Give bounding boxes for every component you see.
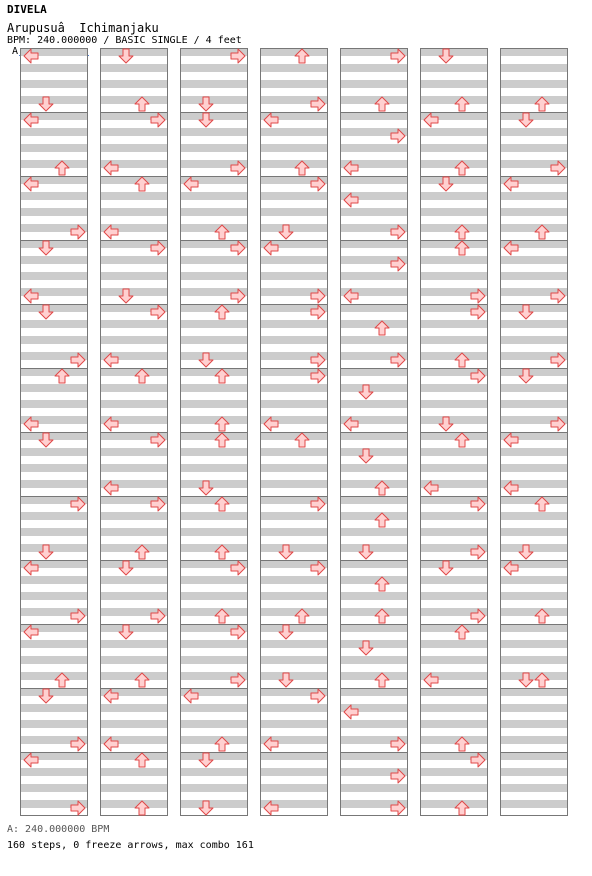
beat-stripe	[260, 224, 328, 232]
beat-stripe	[180, 256, 248, 264]
beat-stripe	[20, 160, 88, 168]
beat-stripe	[260, 64, 328, 72]
beat-stripe	[500, 672, 568, 680]
beat-stripe	[260, 576, 328, 584]
beat-stripe	[20, 144, 88, 152]
beat-stripe	[500, 544, 568, 552]
beat-stripe	[420, 336, 488, 344]
beat-stripe	[260, 208, 328, 216]
beat-stripe	[180, 192, 248, 200]
chart-column	[180, 48, 248, 816]
beat-stripe	[420, 688, 488, 696]
beat-stripe	[340, 656, 408, 664]
beat-stripe	[20, 480, 88, 488]
beat-stripe	[100, 560, 168, 568]
beat-stripe	[180, 608, 248, 616]
beat-stripe	[340, 208, 408, 216]
beat-stripe	[340, 544, 408, 552]
beat-stripe	[180, 112, 248, 120]
beat-stripe	[260, 384, 328, 392]
beat-stripe	[500, 128, 568, 136]
beat-stripe	[500, 592, 568, 600]
beat-stripe	[500, 640, 568, 648]
beat-stripe	[340, 688, 408, 696]
beat-stripe	[180, 64, 248, 72]
beat-stripe	[20, 320, 88, 328]
beat-stripe	[20, 544, 88, 552]
beat-stripe	[180, 272, 248, 280]
step-stats: 160 steps, 0 freeze arrows, max combo 161	[7, 840, 254, 851]
beat-stripe	[20, 368, 88, 376]
beat-stripe	[500, 448, 568, 456]
beat-stripe	[100, 80, 168, 88]
beat-stripe	[180, 512, 248, 520]
beat-stripe	[420, 48, 488, 56]
beat-stripe	[100, 208, 168, 216]
beat-stripe	[340, 272, 408, 280]
beat-stripe	[260, 784, 328, 792]
beat-stripe	[100, 784, 168, 792]
beat-stripe	[420, 784, 488, 792]
beat-stripe	[500, 368, 568, 376]
beat-stripe	[20, 400, 88, 408]
beat-stripe	[420, 272, 488, 280]
beat-stripe	[20, 672, 88, 680]
beat-stripe	[500, 656, 568, 664]
beat-stripe	[340, 576, 408, 584]
beat-stripe	[100, 800, 168, 808]
beat-stripe	[100, 256, 168, 264]
beat-stripe	[180, 416, 248, 424]
beat-stripe	[100, 288, 168, 296]
beat-stripe	[20, 80, 88, 88]
beat-stripe	[500, 304, 568, 312]
beat-stripe	[420, 432, 488, 440]
beat-stripe	[180, 400, 248, 408]
beat-stripe	[100, 64, 168, 72]
beat-stripe	[180, 784, 248, 792]
beat-stripe	[100, 576, 168, 584]
beat-stripe	[340, 464, 408, 472]
beat-stripe	[500, 96, 568, 104]
beat-stripe	[20, 576, 88, 584]
beat-stripe	[260, 480, 328, 488]
beat-stripe	[340, 80, 408, 88]
beat-stripe	[500, 752, 568, 760]
beat-stripe	[500, 720, 568, 728]
beat-stripe	[260, 640, 328, 648]
beat-stripe	[20, 336, 88, 344]
beat-stripe	[180, 800, 248, 808]
beat-stripe	[180, 448, 248, 456]
beat-stripe	[100, 464, 168, 472]
beat-stripe	[500, 272, 568, 280]
beat-stripe	[420, 768, 488, 776]
beat-stripe	[180, 128, 248, 136]
beat-stripe	[100, 176, 168, 184]
bpm-marker-letter: A	[12, 46, 19, 57]
beat-stripe	[100, 768, 168, 776]
beat-stripe	[180, 224, 248, 232]
beat-stripe	[260, 528, 328, 536]
beat-stripe	[420, 384, 488, 392]
beat-stripe	[340, 176, 408, 184]
beat-stripe	[260, 48, 328, 56]
beat-stripe	[20, 432, 88, 440]
beat-stripe	[260, 336, 328, 344]
beat-stripe	[340, 448, 408, 456]
beat-stripe	[20, 240, 88, 248]
beat-stripe	[500, 784, 568, 792]
beat-stripe	[500, 768, 568, 776]
beat-stripe	[20, 784, 88, 792]
beat-stripe	[420, 176, 488, 184]
beat-stripe	[100, 272, 168, 280]
beat-stripe	[20, 304, 88, 312]
beat-stripe	[180, 384, 248, 392]
beat-stripe	[260, 256, 328, 264]
beat-stripe	[500, 80, 568, 88]
beat-stripe	[500, 64, 568, 72]
beat-stripe	[420, 720, 488, 728]
beat-stripe	[100, 752, 168, 760]
beat-stripe	[420, 80, 488, 88]
beat-stripe	[180, 736, 248, 744]
beat-stripe	[180, 592, 248, 600]
beat-stripe	[100, 336, 168, 344]
beat-stripe	[20, 448, 88, 456]
beat-stripe	[100, 656, 168, 664]
beat-stripe	[340, 512, 408, 520]
beat-stripe	[180, 304, 248, 312]
beat-stripe	[340, 496, 408, 504]
beat-stripe	[20, 656, 88, 664]
beat-stripe	[100, 448, 168, 456]
beat-stripe	[260, 192, 328, 200]
beat-stripe	[420, 464, 488, 472]
beat-stripe	[420, 736, 488, 744]
beat-stripe	[340, 624, 408, 632]
beat-stripe	[420, 592, 488, 600]
beat-stripe	[500, 704, 568, 712]
beat-stripe	[500, 224, 568, 232]
beat-stripe	[340, 64, 408, 72]
beat-stripe	[100, 720, 168, 728]
beat-stripe	[180, 720, 248, 728]
beat-stripe	[500, 144, 568, 152]
beat-stripe	[500, 384, 568, 392]
beat-stripe	[340, 432, 408, 440]
beat-stripe	[100, 640, 168, 648]
chart-column	[500, 48, 568, 816]
chart-column	[100, 48, 168, 816]
beat-stripe	[420, 160, 488, 168]
beat-stripe	[20, 96, 88, 104]
beat-stripe	[260, 80, 328, 88]
beat-stripe	[500, 736, 568, 744]
beat-stripe	[340, 608, 408, 616]
beat-stripe	[20, 192, 88, 200]
beat-stripe	[100, 512, 168, 520]
beat-stripe	[100, 128, 168, 136]
beat-stripe	[260, 656, 328, 664]
beat-stripe	[420, 640, 488, 648]
beat-stripe	[420, 224, 488, 232]
beat-stripe	[180, 640, 248, 648]
beat-stripe	[340, 784, 408, 792]
beat-stripe	[180, 768, 248, 776]
beat-stripe	[500, 464, 568, 472]
beat-stripe	[100, 144, 168, 152]
beat-stripe	[340, 240, 408, 248]
beat-stripe	[180, 208, 248, 216]
beat-stripe	[260, 704, 328, 712]
beat-stripe	[500, 528, 568, 536]
beat-stripe	[500, 336, 568, 344]
beat-stripe	[340, 592, 408, 600]
beat-stripe	[420, 256, 488, 264]
beat-stripe	[20, 384, 88, 392]
beat-stripe	[500, 320, 568, 328]
beat-stripe	[180, 528, 248, 536]
beat-stripe	[420, 576, 488, 584]
beat-stripe	[20, 688, 88, 696]
beat-stripe	[180, 80, 248, 88]
beat-stripe	[420, 528, 488, 536]
beat-stripe	[100, 384, 168, 392]
beat-stripe	[100, 544, 168, 552]
beat-stripe	[340, 720, 408, 728]
beat-stripe	[180, 320, 248, 328]
beat-stripe	[500, 400, 568, 408]
beat-stripe	[260, 752, 328, 760]
beat-stripe	[500, 624, 568, 632]
beat-stripe	[20, 720, 88, 728]
beat-stripe	[420, 240, 488, 248]
beat-stripe	[20, 128, 88, 136]
beat-stripe	[260, 608, 328, 616]
beat-stripe	[180, 656, 248, 664]
beat-stripe	[100, 528, 168, 536]
beat-stripe	[20, 64, 88, 72]
beat-stripe	[100, 400, 168, 408]
beat-stripe	[100, 320, 168, 328]
beat-stripe	[180, 480, 248, 488]
beat-stripe	[420, 656, 488, 664]
beat-stripe	[420, 624, 488, 632]
beat-stripe	[340, 528, 408, 536]
beat-stripe	[180, 96, 248, 104]
beat-stripe	[340, 752, 408, 760]
beat-stripe	[180, 432, 248, 440]
beat-stripe	[20, 640, 88, 648]
beat-stripe	[420, 96, 488, 104]
beat-stripe	[180, 144, 248, 152]
beat-stripe	[500, 576, 568, 584]
beat-stripe	[260, 512, 328, 520]
beat-stripe	[420, 128, 488, 136]
beat-stripe	[420, 448, 488, 456]
beat-stripe	[260, 160, 328, 168]
beat-stripe	[500, 800, 568, 808]
beat-stripe	[180, 704, 248, 712]
beat-stripe	[420, 64, 488, 72]
beat-stripe	[260, 720, 328, 728]
beat-stripe	[420, 352, 488, 360]
beat-stripe	[420, 560, 488, 568]
chart-column	[340, 48, 408, 816]
beat-stripe	[260, 768, 328, 776]
beat-stripe	[260, 464, 328, 472]
beat-stripe	[340, 144, 408, 152]
beat-stripe	[420, 416, 488, 424]
beat-stripe	[420, 320, 488, 328]
beat-stripe	[500, 512, 568, 520]
beat-stripe	[20, 768, 88, 776]
beat-stripe	[500, 688, 568, 696]
beat-stripe	[180, 464, 248, 472]
beat-stripe	[100, 624, 168, 632]
beat-stripe	[260, 592, 328, 600]
beat-stripe	[420, 512, 488, 520]
beat-stripe	[340, 560, 408, 568]
beat-stripe	[340, 320, 408, 328]
beat-stripe	[100, 96, 168, 104]
beat-stripe	[100, 192, 168, 200]
beat-stripe	[260, 320, 328, 328]
beat-stripe	[260, 448, 328, 456]
beat-stripe	[500, 48, 568, 56]
beat-stripe	[180, 336, 248, 344]
beat-stripe	[180, 368, 248, 376]
beat-stripe	[340, 672, 408, 680]
beat-stripe	[180, 544, 248, 552]
beat-stripe	[20, 464, 88, 472]
beat-stripe	[420, 208, 488, 216]
beat-stripe	[420, 800, 488, 808]
bpm-summary: A: 240.000000 BPM	[7, 824, 110, 835]
beat-stripe	[500, 208, 568, 216]
chart-meta: BPM: 240.000000 / BASIC SINGLE / 4 feet	[7, 35, 242, 46]
beat-stripe	[340, 368, 408, 376]
beat-stripe	[100, 368, 168, 376]
site-title: DIVELA	[7, 3, 47, 16]
beat-stripe	[340, 400, 408, 408]
beat-stripe	[340, 336, 408, 344]
beat-stripe	[20, 272, 88, 280]
beat-stripe	[340, 96, 408, 104]
beat-stripe	[500, 608, 568, 616]
chart-column	[420, 48, 488, 816]
beat-stripe	[420, 192, 488, 200]
beat-stripe	[180, 752, 248, 760]
beat-stripe	[260, 432, 328, 440]
beat-stripe	[260, 672, 328, 680]
beat-stripe	[20, 704, 88, 712]
beat-stripe	[340, 640, 408, 648]
beat-stripe	[340, 384, 408, 392]
chart-column	[260, 48, 328, 816]
beat-stripe	[20, 592, 88, 600]
beat-stripe	[180, 352, 248, 360]
beat-stripe	[340, 304, 408, 312]
beat-stripe	[260, 544, 328, 552]
beat-stripe	[180, 496, 248, 504]
beat-stripe	[180, 576, 248, 584]
chart-column	[20, 48, 88, 816]
beat-stripe	[100, 704, 168, 712]
beat-stripe	[20, 528, 88, 536]
beat-stripe	[340, 112, 408, 120]
beat-stripe	[100, 672, 168, 680]
beat-stripe	[500, 256, 568, 264]
beat-stripe	[340, 480, 408, 488]
song-title: Arupusuâ Ichimanjaku	[7, 21, 159, 35]
beat-stripe	[100, 48, 168, 56]
beat-stripe	[260, 272, 328, 280]
beat-stripe	[20, 512, 88, 520]
beat-stripe	[500, 192, 568, 200]
beat-stripe	[260, 624, 328, 632]
beat-stripe	[100, 592, 168, 600]
beat-stripe	[260, 144, 328, 152]
beat-stripe	[20, 256, 88, 264]
beat-stripe	[420, 144, 488, 152]
beat-stripe	[420, 704, 488, 712]
beat-stripe	[260, 400, 328, 408]
beat-stripe	[420, 400, 488, 408]
beat-stripe	[260, 128, 328, 136]
beat-stripe	[20, 208, 88, 216]
beat-stripe	[500, 496, 568, 504]
beat-stripe	[500, 112, 568, 120]
